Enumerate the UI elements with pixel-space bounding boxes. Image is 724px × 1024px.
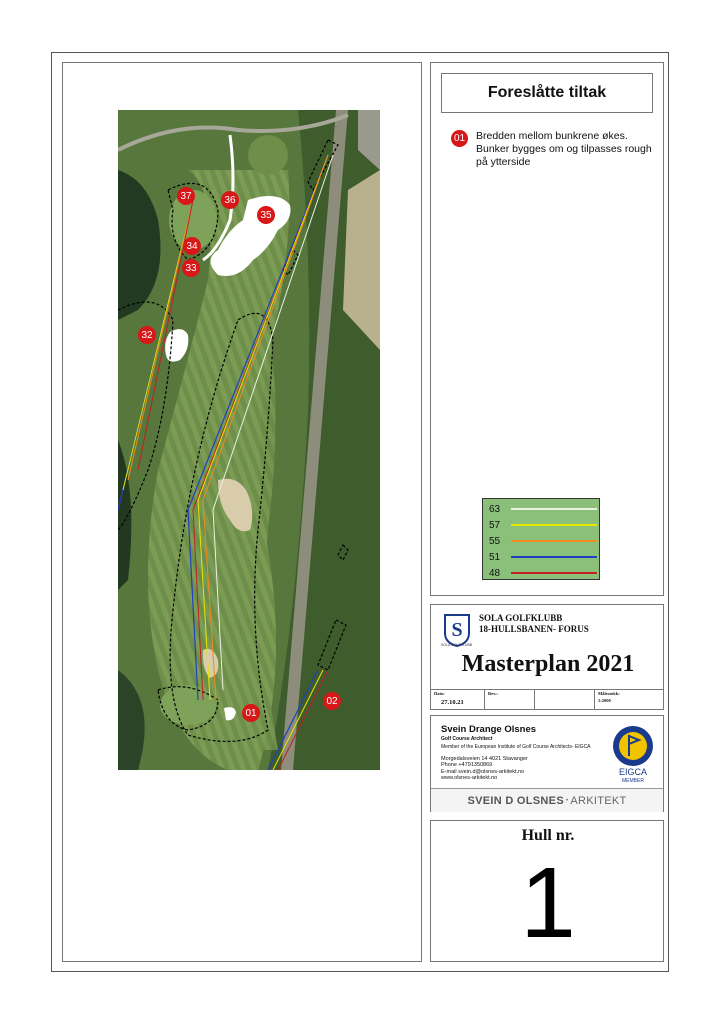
club-name-block (479, 613, 589, 635)
club-logo-letter: S (451, 619, 463, 641)
website-link[interactable]: www.olsnes-arkitekt.no (441, 775, 498, 782)
date-label: Dato: (434, 691, 445, 696)
notes-title: Foreslåtte tiltak (441, 73, 653, 113)
firm-name-bold: SVEIN D OLSNES (467, 794, 564, 807)
map-marker-34[interactable]: 34 (183, 237, 201, 255)
firm-name-light: ARKITEKT (570, 794, 627, 807)
logo-caption: SOLA GOLFKLUBB (441, 643, 473, 647)
meta-row (431, 689, 663, 710)
architect-membership: Member of the European Institute of Golf Course Architects- EIGCA (441, 744, 591, 750)
club-name: SOLA GOLFKLUBB (479, 613, 563, 623)
notes-panel (430, 62, 664, 596)
legend-line-swatch (511, 508, 597, 510)
firm-dot: • (565, 797, 569, 804)
eigca-sub: MEMBER (622, 778, 644, 784)
rev-label: Rev.: (488, 691, 498, 696)
eigca-label: EIGCA (618, 767, 648, 777)
map-marker-02[interactable]: 02 (323, 692, 341, 710)
hole-number: 1 (520, 847, 576, 959)
note-item (451, 130, 656, 169)
legend-label: 63 (489, 503, 501, 515)
architect-role: Golf Course Architect (441, 736, 493, 742)
map-marker-01[interactable]: 01 (242, 704, 260, 722)
map-marker-32[interactable]: 32 (138, 326, 156, 344)
play-line-legend (482, 498, 600, 580)
legend-item (489, 501, 597, 517)
legend-item (489, 565, 597, 581)
map-marker-35[interactable]: 35 (257, 206, 275, 224)
rev-cell (485, 690, 535, 710)
eigca-logo-icon (611, 724, 655, 784)
legend-label: 55 (489, 535, 501, 547)
legend-label: 57 (489, 519, 501, 531)
hole-label: Hull nr. (521, 827, 575, 844)
phone: Phone +4791350869 (441, 762, 493, 769)
legend-label: 51 (489, 551, 501, 563)
course-name: 18-HULLSBANEN- FORUS (479, 624, 589, 634)
address: Morgedalsveien 14 4021 Stavanger (441, 756, 528, 762)
firm-bar (431, 788, 663, 812)
title-block (430, 604, 664, 710)
blank-cell (535, 690, 595, 710)
legend-item (489, 533, 597, 549)
legend-item (489, 517, 597, 533)
aerial-map[interactable] (118, 110, 380, 770)
legend-line-swatch (511, 540, 597, 542)
architect-block (430, 715, 664, 812)
hole-block (430, 820, 664, 962)
legend-line-swatch (511, 524, 597, 526)
map-marker-37[interactable]: 37 (177, 187, 195, 205)
architect-contact (441, 756, 528, 782)
date-cell (431, 690, 485, 710)
legend-line-swatch (511, 556, 597, 558)
club-logo-icon (443, 613, 471, 647)
scale-label: Målestokk: (598, 691, 620, 696)
map-marker-33[interactable]: 33 (182, 259, 200, 277)
legend-item (489, 549, 597, 565)
map-marker-36[interactable]: 36 (221, 191, 239, 209)
legend-label: 48 (489, 567, 501, 579)
legend-line-swatch (511, 572, 597, 574)
note-text: Bredden mellom bunkrene økes. Bunker bygges om og tilpasses rough på ytterside (476, 130, 652, 168)
email-link[interactable]: E-mail svein.d@olsnes-arkitekt.no (441, 768, 525, 775)
note-number-badge: 01 (451, 130, 468, 147)
date-value: 27.10.21 (441, 699, 464, 706)
plan-title: Masterplan 2021 (461, 651, 635, 677)
architect-name: Svein Drange Olsnes (441, 724, 537, 735)
scale-value: 1:2000 (598, 698, 611, 703)
scale-cell (595, 690, 663, 710)
